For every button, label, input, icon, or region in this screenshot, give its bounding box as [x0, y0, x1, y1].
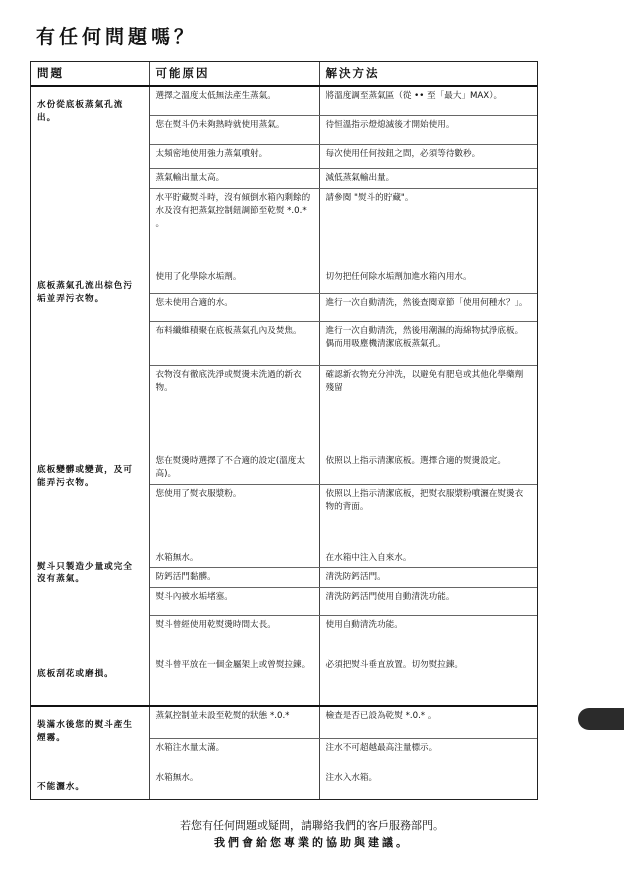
cause-cell: 熨斗內被水垢堵塞。 [149, 588, 319, 616]
cause-cell: 蒸氣輸出量太高。 [149, 168, 319, 188]
cause-cell: 衣物沒有徹底洗淨或熨燙未洗過的新衣物。 [149, 365, 319, 452]
cause-cell: 選擇之溫度太低無法產生蒸氣。 [149, 86, 319, 115]
cause-cell: 您在熨斗仍未夠熱時就使用蒸氣。 [149, 115, 319, 144]
problem-cell: 底板變髒或變黃，及可能弄污衣物。 [31, 452, 149, 548]
cause-cell: 水箱無水。 [149, 769, 319, 799]
table-row [31, 86, 537, 115]
problem-cell: 底板蒸氣孔流出棕色污垢並弄污衣物。 [31, 268, 149, 452]
solution-cell: 待恒溫指示燈熄滅後才開始使用。 [319, 115, 537, 144]
page-title: 有任何問題嗎？ [36, 26, 198, 48]
problem-cell: 水份從底板蒸氣孔流出。 [31, 86, 149, 268]
cause-cell: 水箱注水量太滿。 [149, 739, 319, 769]
header-cause: 可能原因 [149, 62, 319, 86]
table-row [31, 452, 537, 484]
table-row [31, 706, 537, 739]
solution-cell: 每次使用任何按鈕之間，必須等待數秒。 [319, 144, 537, 168]
solution-cell: 檢查是否已設為乾熨 *.0.* 。 [319, 706, 537, 739]
table-row [31, 268, 537, 293]
problem-cell: 底板刮花或磨損。 [31, 656, 149, 706]
solution-cell: 將溫度調至蒸氣區（從 •• 至「最大」MAX）。 [319, 86, 537, 115]
solution-cell: 在水箱中注入自來水。 [319, 549, 537, 568]
cause-cell: 您未使用合適的水。 [149, 293, 319, 321]
solution-cell: 減低蒸氣輸出量。 [319, 168, 537, 188]
table-row [31, 769, 537, 799]
cause-cell: 太頻密地使用強力蒸氣噴射。 [149, 144, 319, 168]
table-row [31, 656, 537, 706]
solution-cell: 使用自動清洗功能。 [325, 620, 403, 631]
header-problem: 問題 [31, 62, 149, 86]
cause-cell: 蒸氣控制並未設至乾熨的狀態 *.0.* [149, 706, 319, 739]
cause-cell: 熨斗曾經使用乾熨燙時間太長。 [149, 616, 319, 656]
cause-cell: 熨斗曾平放在一個金屬架上或曾熨拉鍊。 [149, 656, 319, 706]
solution-cell: 進行一次自動清洗，然後查閱章節「使用何種水？」。 [319, 293, 537, 321]
solution-cell: 清洗防鈣活門。 [319, 568, 537, 588]
solution-cell: 必須把熨斗垂直放置。切勿熨拉鍊。 [319, 656, 537, 706]
cause-cell: 您在熨燙時選擇了不合適的設定(溫度太高)。 [149, 452, 319, 484]
cause-cell: 水箱無水。 [149, 549, 319, 568]
problem-cell: 裝滿水後您的熨斗產生煙霧。 [31, 706, 149, 769]
cause-cell: 防鈣活門黏髒。 [149, 568, 319, 588]
solution-cell: 清洗防鈣活門使用自動清洗功能。 [319, 588, 537, 616]
problem-cell: 熨斗只製造少量或完全沒有蒸氣。 [31, 549, 149, 656]
solution-cell: 請參閱 "熨斗的貯藏"。 [325, 192, 414, 203]
solution-cell: 注水入水箱。 [325, 772, 378, 783]
solution-cell: 依照以上指示清潔底板。選擇合適的熨燙設定。 [319, 452, 537, 484]
table-header-row [31, 62, 537, 86]
cause-cell: 水平貯藏熨斗時，沒有傾倒水箱內剩餘的水及沒有把蒸氣控制鈕調節至乾熨 *.0.* 。 [149, 188, 319, 268]
problem-cell: 不能灑水。 [31, 769, 149, 799]
solution-cell: 依照以上指示清潔底板，把熨衣服漿粉噴灑在熨燙衣物的背面。 [325, 489, 524, 512]
solution-cell: 確認新衣物充分沖洗，以避免有肥皂或其他化學藥劑殘留 [325, 369, 524, 393]
solution-cell: 切勿把任何除水垢劑加進水箱內用水。 [319, 268, 537, 293]
table-row [31, 549, 537, 568]
footer-contact-text: 若您有任何問題或疑問，請聯絡我們的客戶服務部門。 [180, 819, 444, 832]
troubleshooting-table [30, 61, 538, 800]
solution-cell: 進行一次自動清洗，然後用潮濕的海綿物拭淨底板。偶而用吸塵機清潔底板蒸氣孔。 [319, 321, 537, 365]
footer-advice-text: 我們會給您專業的協助與建議。 [214, 836, 410, 849]
solution-cell: 注水不可超越最高注量標示。 [325, 743, 438, 754]
cause-cell: 布料纖維積聚在底板蒸氣孔內及焚焦。 [149, 321, 319, 365]
header-solution: 解決方法 [319, 62, 537, 86]
cause-cell: 使用了化學除水垢劑。 [149, 268, 319, 293]
language-tab-marker [578, 708, 624, 730]
cause-cell: 您使用了熨衣服漿粉。 [149, 485, 319, 549]
